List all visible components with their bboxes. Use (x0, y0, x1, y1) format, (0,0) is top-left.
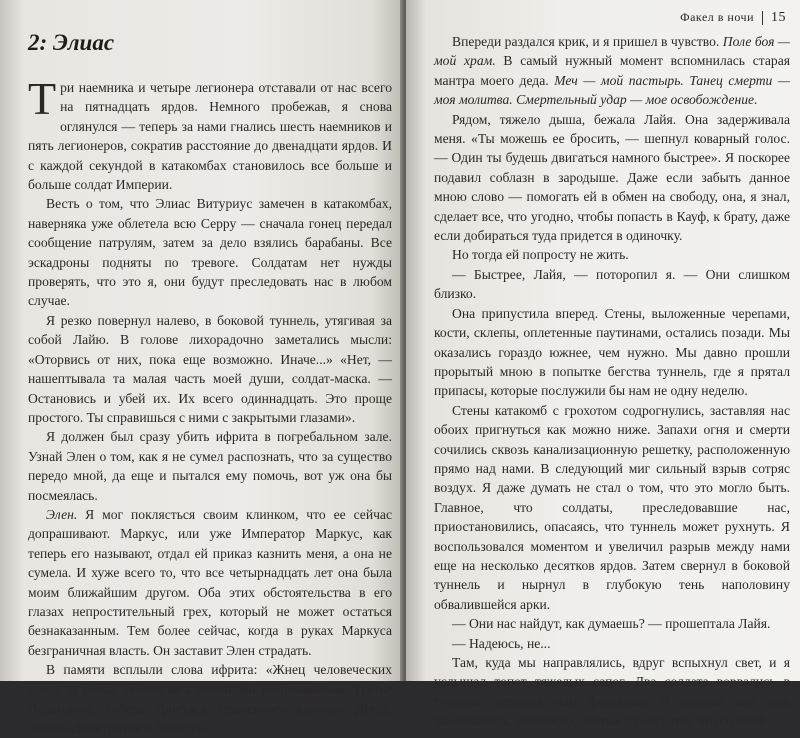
right-page (406, 0, 800, 729)
r-paragraph-7: — Они нас найдут, как думаешь? — прошептала Лайя. (452, 616, 771, 632)
paragraph-6: В памяти всплыли слова ифрита: «Жнец человеческих душ». И тотчас потянулись вереницей воспоминания: Третье Испытание, гибель Тристаса, сраженного клинком Декса, смерти Деметриуса и Леандра... (28, 662, 392, 736)
running-head-separator (762, 11, 763, 25)
paragraph-1 (28, 73, 392, 194)
running-head-title: Факел в ночи (680, 10, 754, 24)
r-paragraph-6: Стены катакомб с грохотом содрогнулись, заставляя нас обоих пригнуться как можно ниже. Запахи огня и смерти сочились сквозь канализационную решетку, расположенную прямо над нами. В следующий миг сильный взрыв сотряс воздух. Я даже думать не стал о том, что это могло быть. Главное, что солдаты, преследовавшие нас, приостановились, опасаясь, что туннель может рухнуть. Я воспользовался моментом и увеличил разрыв между нами еще на несколько десятков ярдов. Затем свернул в боковой туннель и нырнул в глубокую тень наполовину обвалившейся арки. (434, 402, 790, 612)
r-paragraph-1-text-b: В самый нужный момент вспомнилась старая мантра моего деда. (434, 53, 790, 88)
page-number: 15 (771, 10, 786, 25)
drop-cap: Т (28, 73, 57, 124)
r-paragraph-1 (434, 32, 790, 110)
paragraph-4: Я должен был сразу убить ифрита в погребальном зале. Узнай Элен о том, как я не сумел распознать, что за существо передо мной, да еще и пытался ему помочь, вот уж она бы посмеялась. (28, 429, 392, 503)
r-paragraph-3: Но тогда ей попросту не жить. (452, 247, 629, 263)
r-paragraph-1-text-a: Впереди раздался крик, и я пришел в чувство. (452, 34, 723, 49)
r-paragraph-8: — Надеюсь, не... (452, 635, 551, 651)
r-paragraph-5: Она припустила вперед. Стены, выложенные черепами, кости, склепы, оплетенные паутинами, остались позади. Мы оказались гораздо южнее, чем нужно. Мы давно прошли прорытый мною в попытке бегства туннель, где я прятал припасы, которые послужили бы нам не одну неделю. (434, 305, 790, 399)
r-paragraph-2: Рядом, тяжело дыша, бежала Лайя. Она задерживала меня. «Ты можешь ее бросить, — шепнул коварный голос. — Один ты будешь двигаться намного быстрее». Я поскорее подавил соблазн в зародыше. Даже если забыть данное мною слово — помогать ей в обмен на свободу, она, я знал, сделает все, что угодно, чтобы попасть в Кауф, к брату, даже если добираться туда придется в одиночку. (434, 111, 790, 244)
paragraph-5 (28, 505, 392, 660)
paragraph-5-italic: Элен. (46, 506, 78, 522)
r-paragraph-9: Там, куда мы направлялись, вдруг вспыхнул свет, и я услышал топот тяжелых сапог. Два солдата ворвались в туннель, освещая нам факелами. В первый миг они замешкались, возможно, сбитые с толку тем, что со мной (434, 655, 790, 729)
paragraph-1-text: ри наемника и четыре легионера отставали от нас всего на пятнадцать ярдов. Немного пробежав, я снова оглянулся — теперь за нами гнались шесть наемников и пять легионеров, сократив расстояние до двенадцати ярдов. И с каждой секундой в катакомбах становилось все больше и больше солдат Империи. (28, 80, 392, 193)
running-head (434, 10, 786, 26)
r-paragraph-4: — Быстрее, Лайя, — поторопил я. — Они слишком близко. (434, 266, 790, 302)
chapter-title: 2: Элиас (28, 30, 115, 55)
paragraph-2: Весть о том, что Элиас Витуриус замечен в катакомбах, наверняка уже облетела всю Серру — сначала гонец передал сообщение патрулям, затем за дело взялись барабаны. Все эскадроны подняты по тревоге. Солдатам нет нужды проверять, что это я, они будут преследовать нас в любом случае. (28, 196, 392, 309)
paragraph-5-text: Я мог поклясться своим клинком, что ее сейчас допрашивают. Маркус, или уже Император Маркус, как теперь его называют, отдал ей приказ казнить меня, а она не сумела. И хуже всего то, что все четырнадцать лет она была моим ближайшим другом. Оба этих обстоятельства в его глазах непростительный грех, который не может остаться безнаказанным. Тем более сейчас, когда в руках Маркуса безграничная власть. Он заставит Элен страдать. (28, 506, 392, 658)
r-paragraph-1-italic-1: Поле боя — мой храм. (434, 34, 790, 69)
paragraph-3: Я резко повернул налево, в боковой туннель, утягивая за собой Лайю. В голове лихорадочно заметались мысли: «Оторвись от них, пока еще возможно. Иначе...» «Нет, — нашептывала та малая часть моей души, солдат-маска. — Остановись и убей их. Их всего одиннадцать. Это проще простого. Ты справишься с ними с закрытыми глазами». (28, 312, 392, 425)
r-paragraph-1-italic-2: Меч — мой пастырь. Танец смерти — моя молитва. Смертельный удар — мое освобождение. (434, 72, 790, 108)
